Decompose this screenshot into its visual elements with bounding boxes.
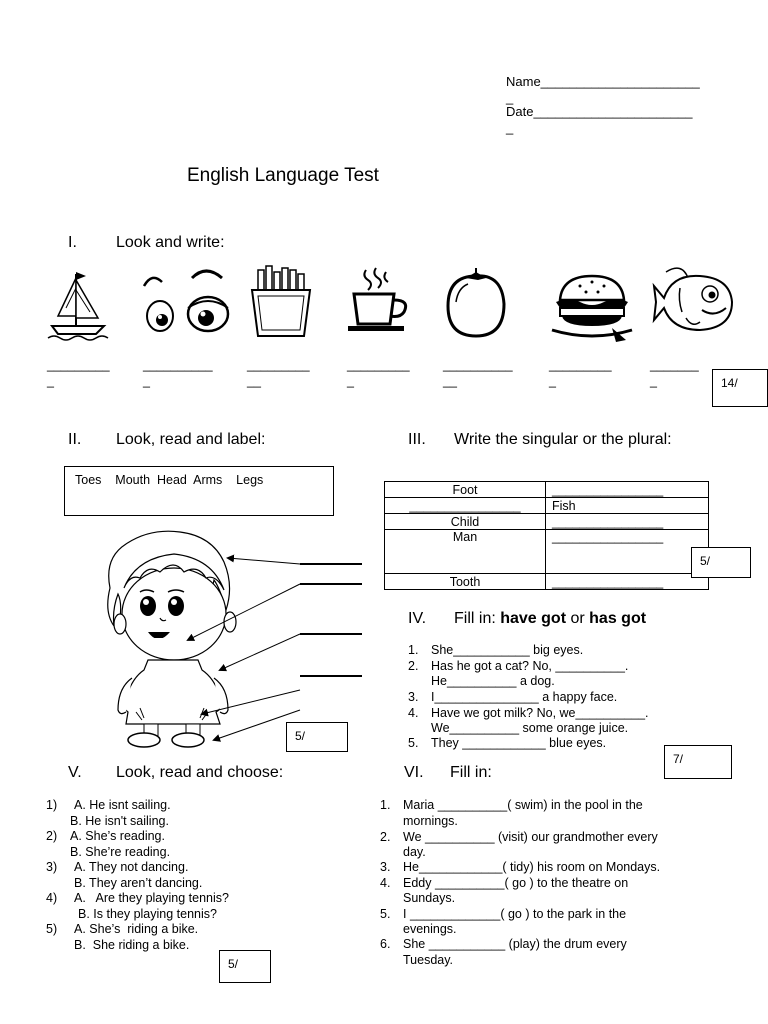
burger-icon xyxy=(550,270,634,344)
section-2-title: Look, read and label: xyxy=(116,431,266,448)
word-bank-words: Toes Mouth Head Arms Legs xyxy=(75,473,264,487)
name-field[interactable]: Name______________________ xyxy=(506,74,700,89)
page-title: English Language Test xyxy=(187,165,379,186)
fill-in-line[interactable]: She___________ big eyes. xyxy=(431,643,584,657)
sailboat-icon xyxy=(46,268,110,344)
fill-in-line[interactable]: He__________ a dog. xyxy=(431,674,555,688)
list-item: 1. xyxy=(408,643,419,657)
fill-in-line[interactable]: She ___________ (play) the drum every xyxy=(403,937,627,951)
list-item: 5. xyxy=(380,907,391,921)
table-row xyxy=(385,530,709,574)
picture-blank-3-tail: __ xyxy=(247,374,261,388)
section-3-number: III. xyxy=(408,431,426,448)
section-4-title-bold-2: has got xyxy=(589,610,647,627)
list-item: 3. xyxy=(380,860,391,874)
section-1-title: Look and write: xyxy=(116,234,225,251)
fill-in-line[interactable]: He____________( tidy) his room on Mondays. xyxy=(403,860,661,874)
fish-icon xyxy=(652,264,738,340)
picture-blank-4[interactable]: _________ xyxy=(347,358,410,372)
section-4-title-prefix: Fill in: xyxy=(454,610,501,627)
date-field-overflow: _ xyxy=(506,120,514,135)
picture-blank-7-tail: _ xyxy=(650,374,657,388)
table-row xyxy=(385,574,709,590)
fill-in-line[interactable]: They ____________ blue eyes. xyxy=(431,736,607,750)
tomato-icon xyxy=(440,266,512,340)
table-row xyxy=(385,498,709,514)
coffee-cup-icon xyxy=(346,266,414,336)
choice-number: 4) xyxy=(46,891,58,905)
section-6-number: VI. xyxy=(404,764,424,781)
choice-option-b[interactable]: B. They aren’t dancing. xyxy=(74,876,203,890)
choice-option-a[interactable]: A. They not dancing. xyxy=(74,860,189,874)
score-box-section-3: 5/ xyxy=(691,547,751,578)
table-cell: Man xyxy=(385,530,546,574)
section-3-title: Write the singular or the plural: xyxy=(454,431,672,448)
table-cell: Foot xyxy=(385,482,546,498)
section-2-number: II. xyxy=(68,431,82,448)
choice-number: 2) xyxy=(46,829,58,843)
singular-plural-table xyxy=(384,481,709,590)
fill-in-line[interactable]: I _____________( go ) to the park in the xyxy=(403,907,627,921)
score-box-section-4: 7/ xyxy=(664,745,732,779)
score-box-section-2: 5/ xyxy=(286,722,348,752)
fill-in-line: Tuesday. xyxy=(403,953,454,967)
fill-in-line[interactable]: Have we got milk? No, we__________. xyxy=(431,706,649,720)
choice-option-a[interactable]: A. She’s reading. xyxy=(70,829,165,843)
choice-number: 5) xyxy=(46,922,58,936)
section-4-title-mid: or xyxy=(566,610,590,627)
eyes-icon xyxy=(140,264,234,344)
picture-blank-6-tail: _ xyxy=(549,374,556,388)
table-cell: Tooth xyxy=(385,574,546,590)
picture-blank-7[interactable]: _______ xyxy=(650,358,699,372)
table-cell: Child xyxy=(385,514,546,530)
table-cell[interactable]: ________________ xyxy=(546,574,709,590)
table-cell[interactable]: ________________ xyxy=(546,482,709,498)
table-cell: Fish xyxy=(546,498,709,514)
choice-number: 1) xyxy=(46,798,58,812)
picture-blank-4-tail: _ xyxy=(347,374,354,388)
list-item: 2. xyxy=(408,659,419,673)
choice-option-a[interactable]: A. She’s riding a bike. xyxy=(74,922,199,936)
picture-blank-3[interactable]: _________ xyxy=(247,358,310,372)
name-field-overflow: _ xyxy=(506,90,514,105)
list-item: 4. xyxy=(408,706,419,720)
table-cell[interactable]: ________________ xyxy=(385,498,546,514)
list-item: 5. xyxy=(408,736,419,750)
score-box-section-5: 5/ xyxy=(219,950,271,983)
choice-option-a[interactable]: A. Are they playing tennis? xyxy=(74,891,229,905)
section-6-title: Fill in: xyxy=(450,764,492,781)
date-field[interactable]: Date______________________ xyxy=(506,104,693,119)
choice-option-b[interactable]: B. Is they playing tennis? xyxy=(78,907,217,921)
fill-in-line[interactable]: We__________ some orange juice. xyxy=(431,721,629,735)
fill-in-line: evenings. xyxy=(403,922,457,936)
choice-option-b[interactable]: B. He isn't sailing. xyxy=(70,814,169,828)
picture-blank-2-tail: _ xyxy=(143,374,150,388)
list-item: 2. xyxy=(380,830,391,844)
section-4-title xyxy=(454,610,646,628)
table-cell[interactable]: ________________ xyxy=(546,530,709,574)
picture-blank-1-tail: _ xyxy=(47,374,54,388)
picture-blank-6[interactable]: _________ xyxy=(549,358,612,372)
section-5-number: V. xyxy=(68,764,82,781)
label-arrows xyxy=(180,550,370,750)
fries-icon xyxy=(248,264,314,340)
section-5-title: Look, read and choose: xyxy=(116,764,284,781)
section-4-title-bold-1: have got xyxy=(500,610,567,627)
list-item: 4. xyxy=(380,876,391,890)
table-row xyxy=(385,482,709,498)
table-cell[interactable]: ________________ xyxy=(546,514,709,530)
fill-in-line[interactable]: Maria __________( swim) in the pool in the xyxy=(403,798,643,812)
list-item: 3. xyxy=(408,690,419,704)
picture-blank-5-tail: __ xyxy=(443,374,457,388)
section-4-number: IV. xyxy=(408,610,427,627)
fill-in-line[interactable]: Eddy __________( go ) to the theatre on xyxy=(403,876,629,890)
fill-in-line[interactable]: I_______________ a happy face. xyxy=(431,690,618,704)
fill-in-line: Sundays. xyxy=(403,891,456,905)
score-box-section-1: 14/ xyxy=(712,369,768,407)
fill-in-line: day. xyxy=(403,845,426,859)
choice-option-b[interactable]: B. She’re reading. xyxy=(70,845,171,859)
fill-in-line: mornings. xyxy=(403,814,458,828)
choice-number: 3) xyxy=(46,860,58,874)
choice-option-b[interactable]: B. She riding a bike. xyxy=(74,938,190,952)
section-1-number: I. xyxy=(68,234,77,251)
list-item: 1. xyxy=(380,798,391,812)
table-row xyxy=(385,514,709,530)
picture-blank-1[interactable]: _________ xyxy=(47,358,110,372)
picture-blank-2[interactable]: __________ xyxy=(143,358,213,372)
picture-blank-5[interactable]: __________ xyxy=(443,358,513,372)
choice-option-a[interactable]: A. He isnt sailing. xyxy=(74,798,171,812)
fill-in-line[interactable]: Has he got a cat? No, __________. xyxy=(431,659,629,673)
fill-in-line[interactable]: We __________ (visit) our grandmother every xyxy=(403,830,658,844)
list-item: 6. xyxy=(380,937,391,951)
word-bank-box xyxy=(64,466,334,516)
